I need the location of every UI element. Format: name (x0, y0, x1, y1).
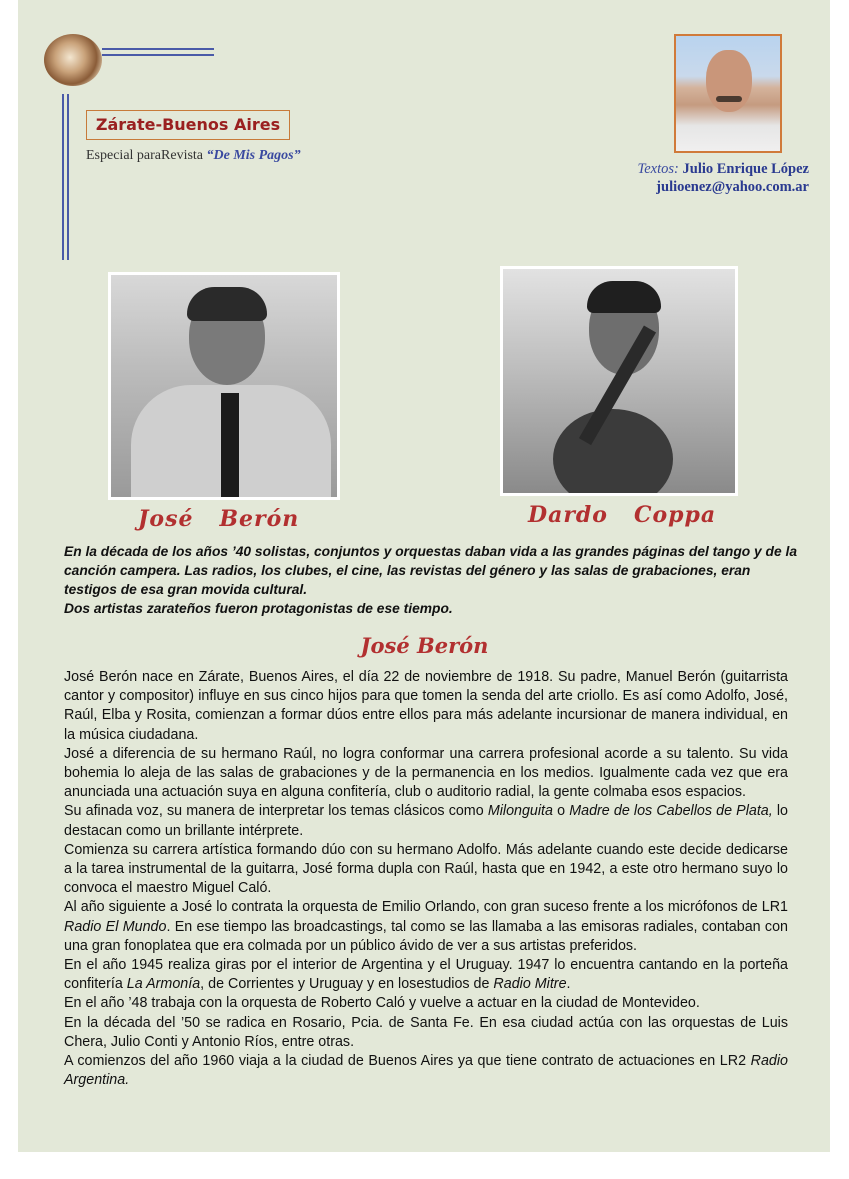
author-face (706, 50, 752, 112)
caption-dardo-coppa: Dardo Coppa (528, 502, 717, 528)
photo-hair (587, 281, 661, 313)
intro-text (64, 542, 804, 618)
body-paragraph: En el año ’48 trabaja con la orquesta de Roberto Caló y vuelve a actuar en la ciudad de Montevideo. (64, 995, 700, 1012)
body-paragraph: En la década del ’50 se radica en Rosario, Pcia. de Santa Fe. En esa ciudad actúa con las orquestas de Luis Chera, Julio Conti y Antonio Ríos, entre otras. (64, 1014, 788, 1050)
guitar-icon (553, 409, 673, 496)
header-rule (102, 48, 214, 50)
body-paragraph (64, 956, 788, 994)
header-rule (102, 54, 214, 56)
text-run: A comienzos del año 1960 viaja a la ciudad de Buenos Aires ya que tiene contrato de actuaciones en LR2 (64, 1053, 751, 1070)
magazine-logo-icon (44, 34, 102, 86)
caption-jose-beron: José Berón (138, 506, 300, 532)
author-email: julioenez@yahoo.com.ar (656, 179, 809, 195)
radio-name: Radio Argentina. (64, 1053, 788, 1089)
radio-name: Radio El Mundo (64, 918, 167, 935)
magazine-name: “De Mis Pagos” (206, 148, 301, 163)
text-run: Al año siguiente a José lo contrata la orquesta de Emilio Orlando, con gran suceso frente a los micrófonos de LR1 (64, 899, 788, 916)
body-paragraph: José a diferencia de su hermano Raúl, no logra conformar una carrera profesional acorde a su talento. Su vida bohemia lo aleja de las salas de grabaciones y de la permanencia en los medios. Igualmente cada vez que era anunciada una actuación suya en alguna confitería, club o auditorio radial, la gente colmaba esos espacios. (64, 745, 788, 801)
radio-name: Radio Mitre (493, 976, 567, 993)
text-run: o (552, 803, 570, 820)
margin-rule (67, 94, 69, 260)
location-title: Zárate-Buenos Aires (86, 110, 290, 140)
credits-line (638, 160, 809, 178)
text-run: . (566, 976, 571, 993)
photo-dardo-coppa (500, 266, 738, 496)
article-body (64, 668, 788, 1090)
body-paragraph (64, 898, 788, 956)
song-title: Milonguita (487, 803, 553, 820)
credits (638, 160, 809, 196)
margin-rule (62, 94, 64, 260)
text-run: En el año 1945 realiza giras por el interior de Argentina y el Uruguay. 1947 lo encuentra cantando en la porteña confitería (64, 957, 788, 993)
body-paragraph (64, 1052, 788, 1090)
subtitle-prefix: Especial paraRevista (86, 148, 207, 163)
text-run: lo destacan como un brillante intérprete. (64, 803, 788, 839)
author-name: Julio Enrique López (682, 161, 809, 177)
photo-hair (187, 287, 267, 321)
text-run: , de Corrientes y Uruguay y en losestudios de (200, 976, 494, 993)
section-title: José Berón (360, 633, 489, 658)
text-run: Su afinada voz, su manera de interpretar los temas clásicos como (64, 803, 488, 820)
author-photo (674, 34, 782, 153)
credits-label: Textos: (637, 161, 679, 177)
text-run: . En ese tiempo las broadcastings, tal como se las llamaba a las emisoras radiales, contaban con una gran fonoplatea que era colmada por un público ávido de ver a sus artistas preferidos. (64, 918, 788, 954)
intro-paragraph: En la década de los años ’40 solistas, conjuntos y orquestas daban vida a las grandes páginas del tango y de la canción campera. Las radios, los clubes, el cine, las revistas del género y las salas de grabaciones, eran testigos de esa gran movida cultural. (64, 544, 798, 597)
photo-tie (221, 393, 239, 500)
body-paragraph: José Berón nace en Zárate, Buenos Aires, el día 22 de noviembre de 1918. Su padre, Manuel Berón (guitarrista cantor y compositor) influye en sus cinco hijos para que tomen la senda del arte criollo. Es así como Adolfo, José, Raúl, Elba y Rosita, comienzan a formar dúos entre ellos para más adelante incursionar de manera individual, en la música ciudadana. (64, 669, 788, 743)
subtitle (86, 148, 301, 164)
photo-jose-beron (108, 272, 340, 500)
body-paragraph (64, 802, 788, 840)
author-mustache (716, 96, 742, 102)
venue-name: La Armonía (126, 976, 201, 993)
body-paragraph: Comienza su carrera artística formando dúo con su hermano Adolfo. Más adelante cuando este decide dedicarse a la tarea instrumental de la guitarra, José forma dupla con Raúl, hasta que en 1942, a este otro hermano suyo lo convoca el maestro Miguel Caló. (64, 841, 788, 897)
intro-paragraph: Dos artistas zarateños fueron protagonistas de ese tiempo. (64, 601, 453, 616)
song-title: Madre de los Cabellos de Plata, (569, 803, 773, 820)
